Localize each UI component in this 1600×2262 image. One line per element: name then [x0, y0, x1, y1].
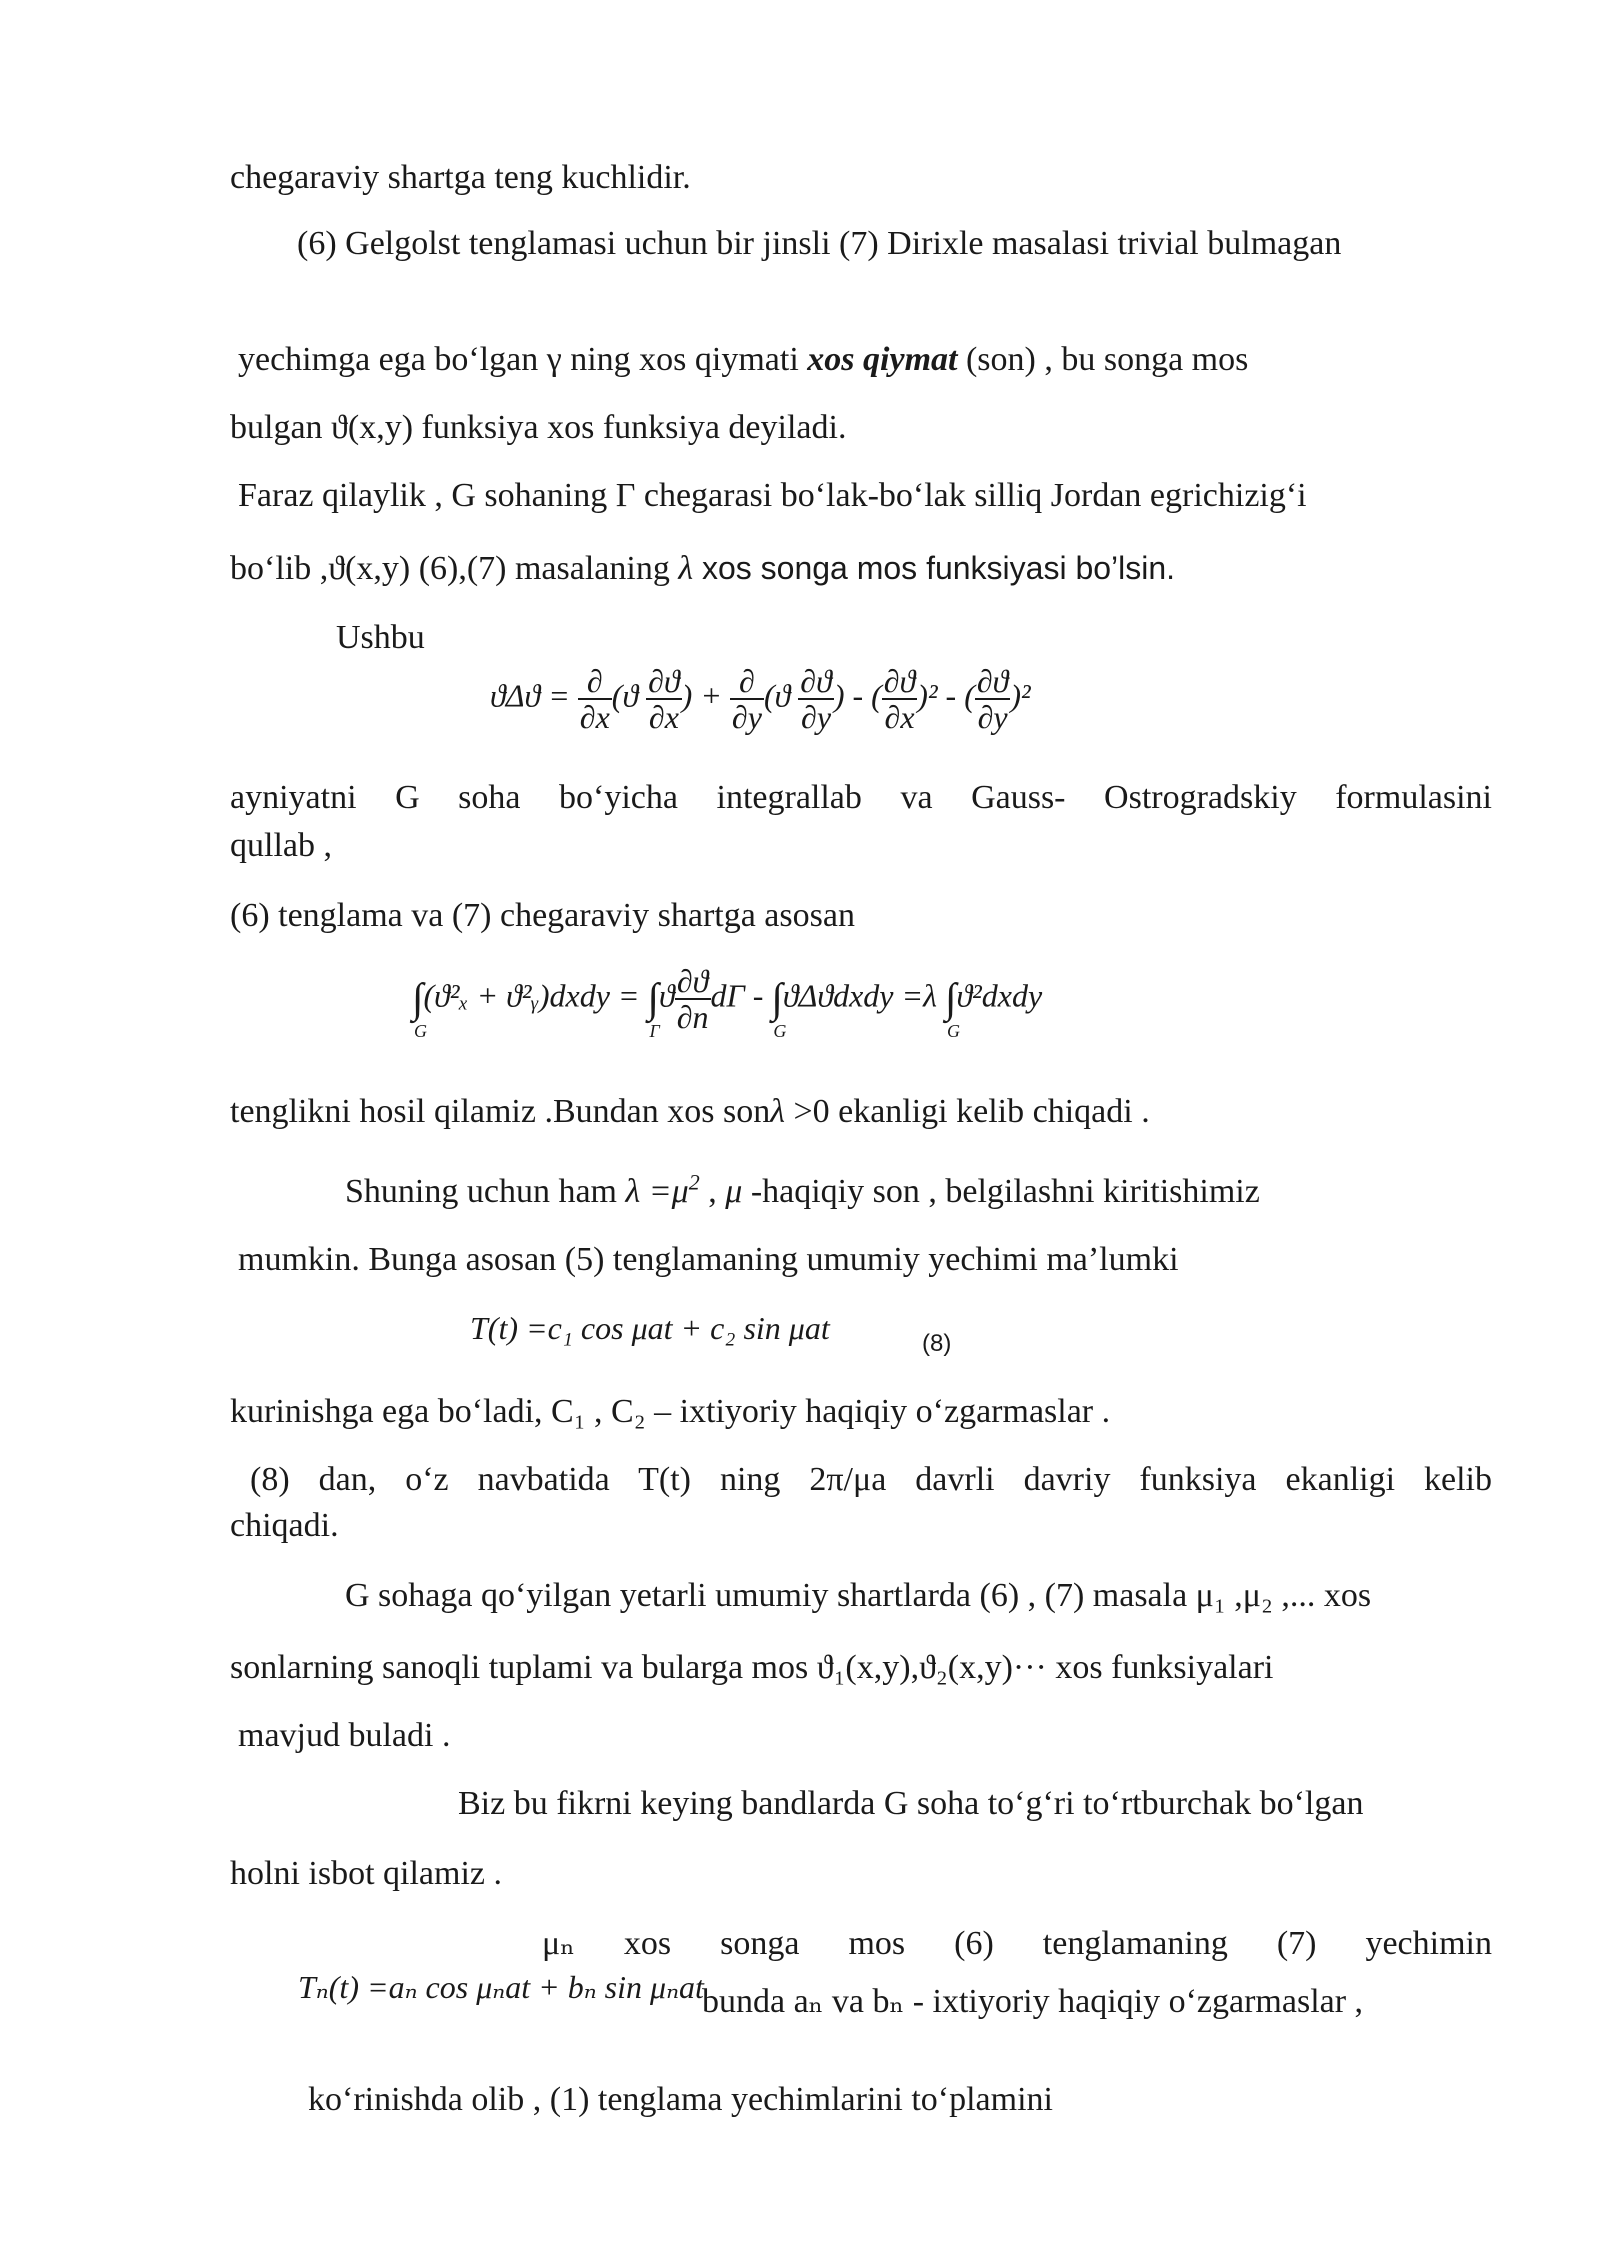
exponent: 2 [688, 1169, 700, 1195]
fraction: $\frac{\partial}{\partial y}$ [731, 663, 762, 735]
text-line: chegaraviy shartga teng kuchlidir. [230, 159, 691, 196]
math-symbol: λ [770, 1093, 785, 1130]
integral-sign: ∫ G [944, 976, 960, 1041]
text-line: qullab , [230, 827, 332, 864]
text-span: >0 ekanligi kelib chiqadi . [784, 1093, 1150, 1130]
fraction: $\frac{\partial}{\partial x}$ [579, 663, 610, 735]
fraction: $\frac{\partial ϑ}{\partial x}$ [648, 663, 680, 735]
math-expression: λ =μ [625, 1173, 689, 1210]
term-emphasis: xos qiymat [807, 341, 958, 378]
text-line: (6) tenglama va (7) chegaraviy shartga asosan [230, 897, 855, 934]
equation-number: (8) [922, 1330, 952, 1357]
fraction: $\frac{\partial ϑ}{\partial x}$ [883, 663, 916, 735]
text-line: G sohaga qo‘yilgan yetarli umumiy shartlarda (6) , (7) masala μ₁ ,μ₂ ,... xos [345, 1577, 1372, 1614]
eq-part: ) - ( [833, 677, 882, 714]
fraction: $\frac{\partial ϑ}{\partial y}$ [800, 663, 832, 735]
text-line: sonlarning sanoqli tuplami va bularga mos ϑ₁(x,y),ϑ₂(x,y)··· xos funksiyalari [230, 1649, 1274, 1686]
text-line: mumkin. Bunga asosan (5) tenglamaning umumiy yechimi ma’lumki [238, 1241, 1179, 1278]
text-line: mavjud buladi . [238, 1717, 451, 1754]
text-line [230, 1092, 1150, 1132]
fraction: $\frac{\partial ϑ}{\partial y}$ [976, 663, 1009, 735]
text-line: Faraz qilaylik , G sohaning Γ chegarasi bo‘lak-bo‘lak silliq Jordan egrichizig‘i [238, 477, 1307, 514]
text-span: tenglikni hosil qilamiz .Bundan xos son [230, 1093, 771, 1130]
text-span: yechimga ega bo‘lgan γ ning xos qiymati [238, 341, 808, 378]
text-span: Shuning uchun ham [345, 1173, 626, 1210]
eq-part: ϑ [659, 977, 675, 1014]
text-line: holni isbot qilamiz . [230, 1855, 502, 1892]
integral-equation [412, 963, 1043, 1041]
math-symbol: μ [725, 1173, 743, 1210]
integral-limit: Γ [649, 1021, 660, 1041]
text-line: (6) Gelgolst tenglamasi uchun bir jinsli (7) Dirixle masalasi trivial bulmagan [297, 225, 1342, 262]
integral-sign: ∫ G [412, 976, 427, 1041]
text-line: bulgan ϑ(x,y) funksiya xos funksiya deyiladi. [230, 409, 847, 446]
text-line [345, 1169, 1260, 1212]
text-line: (8) dan, o‘z navbatida T(t) ning 2π/μa davrli davriy funksiya ekanligi kelib [250, 1461, 1492, 1498]
text-line: ayniyatni G soha bo‘yicha integrallab va Gauss- Ostrogradskiy formulasini [230, 779, 1492, 816]
general-solution-equation: T(t) =c₁ cos μat + c₂ sin μat [470, 1310, 830, 1346]
math-symbol: λ [678, 550, 694, 587]
text-line: kurinishga ega bo‘ladi, C₁ , C₂ – ixtiyoriy haqiqiy o‘zgarmaslar . [230, 1393, 1111, 1430]
eq-part: (ϑ²ₓ + ϑ²ᵧ)dxdy = [423, 977, 648, 1014]
eq-lhs: ϑΔϑ = [490, 677, 570, 714]
eq-part: dΓ - [710, 977, 772, 1014]
text-line: Ushbu [336, 619, 425, 656]
mode-solution-equation: Tₙ(t) =aₙ cos μₙat + bₙ sin μₙat [298, 1969, 704, 2005]
text-line [230, 548, 1175, 589]
text-line: μₙ xos songa mos (6) tenglamaning (7) yechimin [542, 1925, 1492, 1962]
eq-part: (ϑ [763, 677, 791, 714]
text-line: Biz bu fikrni keying bandlarda G soha to‘g‘ri to‘rtburchak bo‘lgan [458, 1785, 1364, 1822]
text-line: chiqadi. [230, 1507, 339, 1544]
integral-limit: G [773, 1021, 787, 1041]
text-span: (son) , bu songa mos [957, 341, 1249, 378]
text-span: bo‘lib ,ϑ(x,y) (6),(7) masalaning [230, 550, 679, 587]
text-span: xos songa mos funksiyasi bo’lsin. [693, 550, 1176, 586]
integral-limit: G [414, 1021, 427, 1041]
text-line: ko‘rinishda olib , (1) tenglama yechimlarini to‘plamini [308, 2081, 1053, 2118]
integral-limit: G [946, 1021, 960, 1041]
text-span: , [699, 1173, 726, 1210]
eq-part: (ϑ [611, 677, 639, 714]
text-line: bunda aₙ va bₙ - ixtiyoriy haqiqiy o‘zgarmaslar , [702, 1983, 1364, 2020]
eq-part: ϑΔϑdxdy =λ [782, 977, 945, 1014]
eq-part: ) + [681, 677, 722, 714]
eq-part: )² - ( [917, 677, 975, 714]
integral-sign: ∫ Γ [647, 976, 660, 1041]
text-line [238, 340, 1248, 380]
identity-equation [490, 664, 1031, 734]
eq-part: )² [1010, 677, 1031, 714]
integral-sign: ∫ G [771, 976, 787, 1041]
text-span: -haqiqiy son , belgilashni kiritishimiz [742, 1173, 1260, 1210]
eq-part: ϑ²dxdy [956, 977, 1043, 1014]
fraction: $\frac{\partial ϑ}{\partial n}$ [676, 963, 709, 1035]
